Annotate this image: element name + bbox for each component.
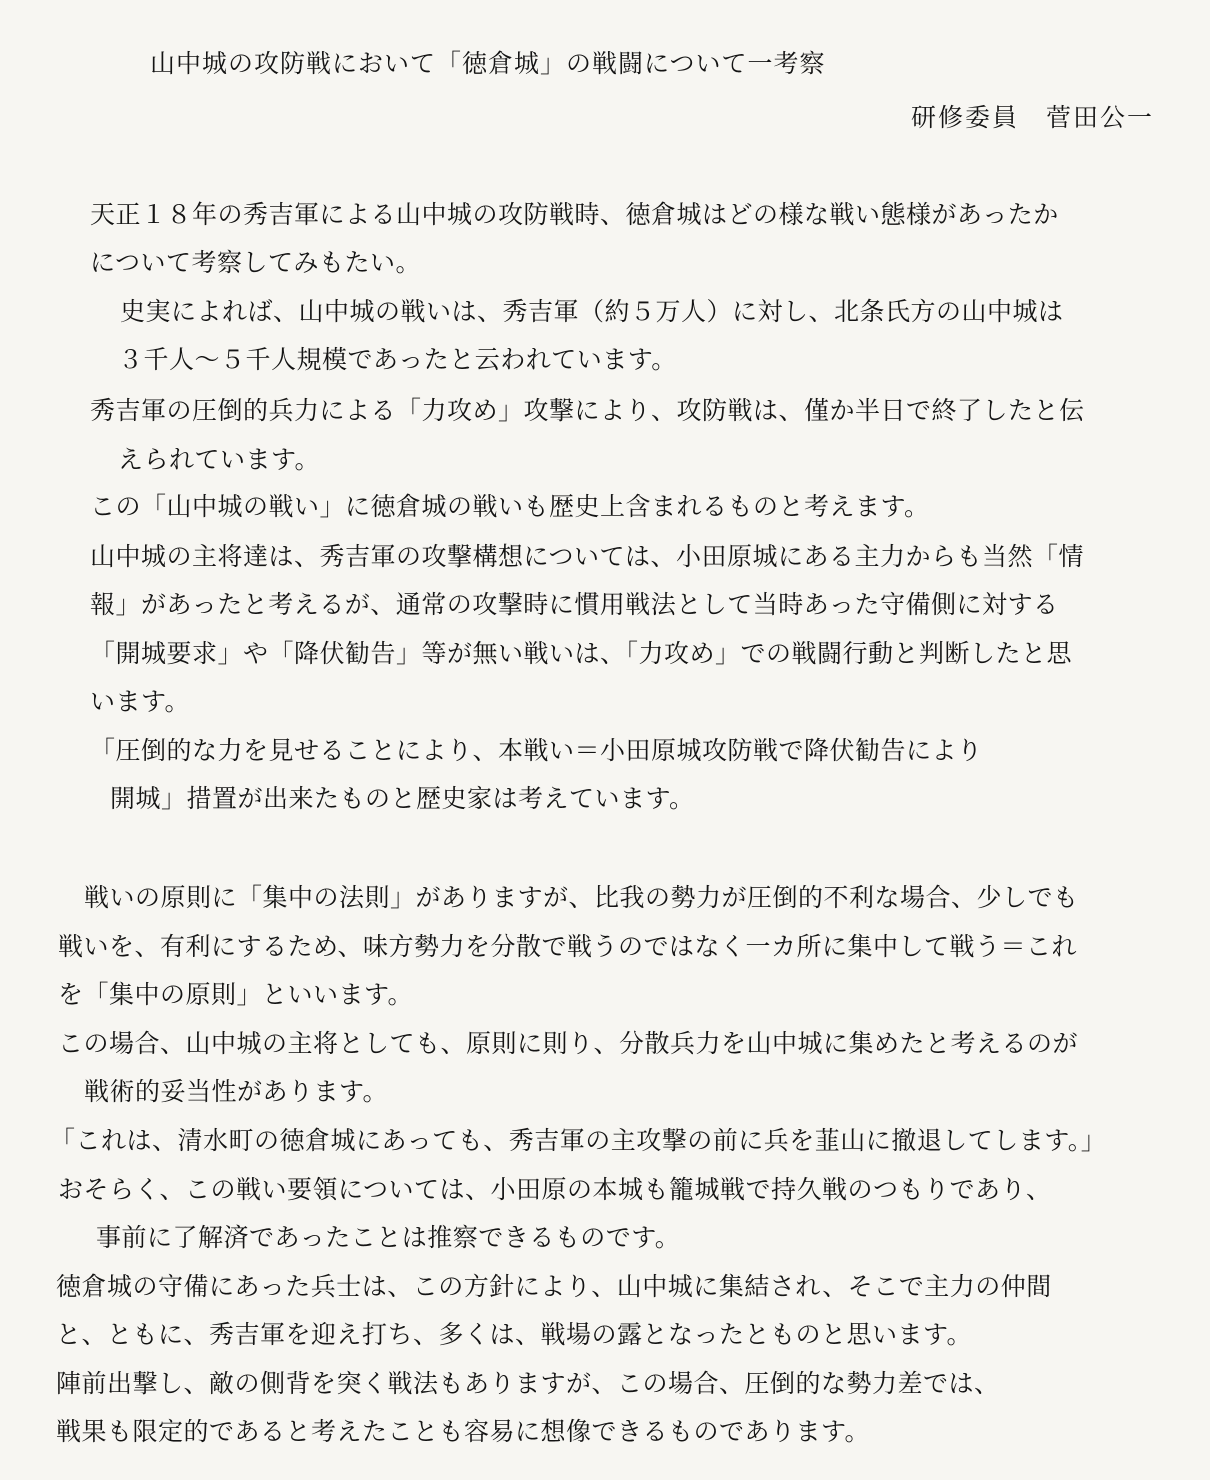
body-line: 「開城要求」や「降伏勧告」等が無い戦いは、「力攻め」での戦闘行動と判断したと思 bbox=[90, 639, 1073, 668]
body-line: 「圧倒的な力を見せることにより、本戦い＝小田原城攻防戦で降伏勧告により bbox=[90, 736, 983, 765]
body-line: えられています。 bbox=[118, 445, 321, 474]
body-line: と、ともに、秀吉軍を迎え打ち、多くは、戦場の露となったとものと思います。 bbox=[56, 1320, 973, 1349]
body-line: 事前に了解済であったことは推察できるものです。 bbox=[96, 1223, 681, 1252]
body-line: 史実によれば、山中城の戦いは、秀吉軍（約５万人）に対し、北条氏方の山中城は bbox=[120, 297, 1064, 326]
body-line: 陣前出撃し、敵の側背を突く戦法もありますが、この場合、圧倒的な勢力差では、 bbox=[56, 1369, 1000, 1398]
body-line: 天正１８年の秀吉軍による山中城の攻防戦時、徳倉城はどの様な戦い態様があったか bbox=[90, 200, 1059, 229]
body-line: おそらく、この戦い要領については、小田原の本城も籠城戦で持久戦のつもりであり、 bbox=[58, 1175, 1052, 1204]
body-line: について考察してみもたい。 bbox=[90, 248, 422, 277]
author-line: 研修委員 菅田公一 bbox=[910, 103, 1154, 132]
body-line: います。 bbox=[90, 687, 191, 716]
body-line: 徳倉城の守備にあった兵士は、この方針により、山中城に集結され、そこで主力の仲間 bbox=[56, 1272, 1052, 1301]
body-line: 戦いを、有利にするため、味方勢力を分散で戦うのではなく一カ所に集中して戦う＝これ bbox=[58, 932, 1078, 961]
body-line: 戦いの原則に「集中の法則」がありますが、比我の勢力が圧倒的不利な場合、少しでも bbox=[84, 883, 1079, 912]
document-title: 山中城の攻防戦において「徳倉城」の戦闘について一考察 bbox=[150, 49, 826, 78]
body-line: 「これは、清水町の徳倉城にあっても、秀吉軍の主攻撃の前に兵を韮山に撤退してします。」 bbox=[50, 1126, 1107, 1155]
body-line: この場合、山中城の主将としても、原則に則り、分散兵力を山中城に集めたと考えるのが bbox=[58, 1029, 1079, 1058]
body-line: この「山中城の戦い」に徳倉城の戦いも歴史上含まれるものと考えます。 bbox=[90, 492, 930, 521]
body-line: 報」があったと考えるが、通常の攻撃時に慣用戦法として当時あった守備側に対する bbox=[90, 590, 1059, 619]
body-line: 戦果も限定的であると考えたことも容易に想像できるものであります。 bbox=[56, 1417, 871, 1446]
body-line: 開城」措置が出来たものと歴史家は考えています。 bbox=[110, 784, 695, 813]
body-line: ３千人～５千人規模であったと云われています。 bbox=[118, 345, 677, 374]
body-line: 山中城の主将達は、秀吉軍の攻撃構想については、小田原城にある主力からも当然「情 bbox=[90, 542, 1085, 571]
body-line: 戦術的妥当性があります。 bbox=[84, 1077, 389, 1106]
body-line: 秀吉軍の圧倒的兵力による「力攻め」攻撃により、攻防戦は、僅か半日で終了したと伝 bbox=[90, 396, 1085, 425]
body-line: を「集中の原則」といいます。 bbox=[58, 980, 414, 1009]
